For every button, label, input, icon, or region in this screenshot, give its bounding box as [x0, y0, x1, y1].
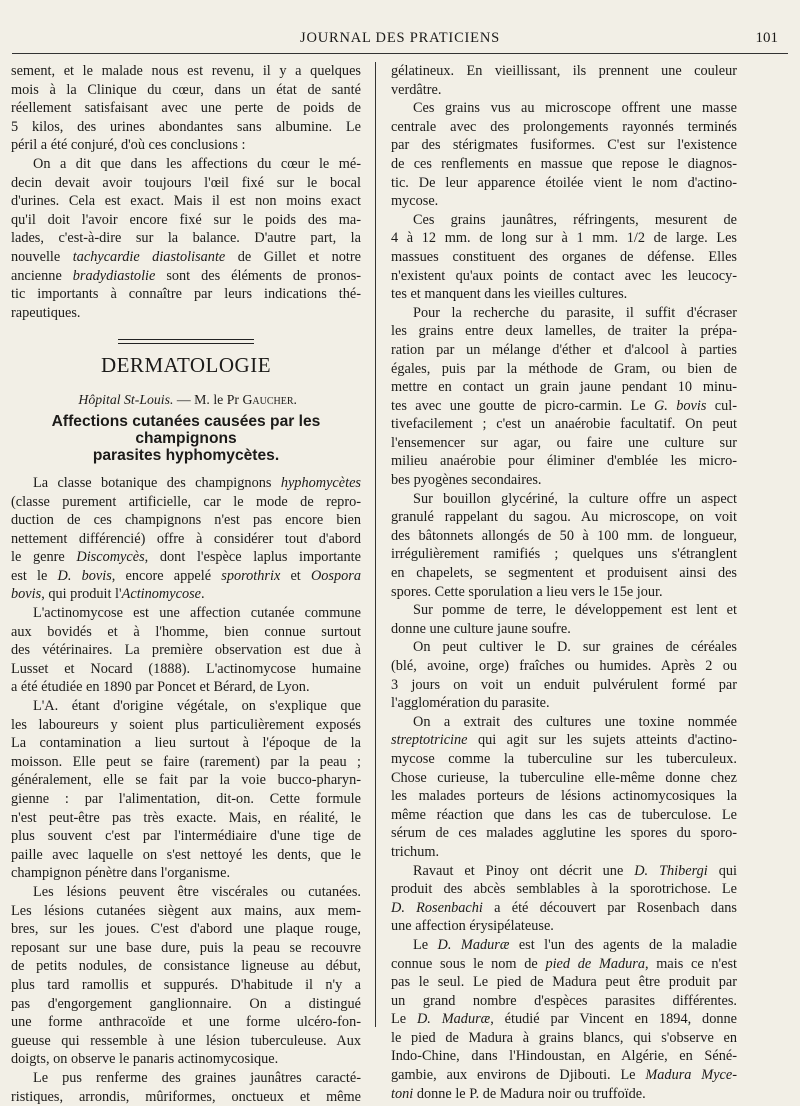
- text-line: trichum.: [391, 843, 737, 862]
- text-line: Indo-Chine, dans l'Hindoustan, en Algérie, en Séné-: [391, 1047, 737, 1066]
- term: D. Rosenbachi: [391, 900, 483, 916]
- column-divider: [375, 62, 376, 1027]
- text-line: ristiques, arrondis, mûriformes, onctueux et même: [11, 1088, 361, 1106]
- text-line: gienne : par l'alimentation, dit-on. Cette formule: [11, 790, 361, 809]
- paragraph: [391, 490, 737, 602]
- text-line: une affection érysipélateuse.: [391, 917, 737, 936]
- text-line: massues constituent des organes de défense. Elles: [391, 248, 737, 267]
- text-line: égales, puis par la méthode de Gram, ou bien de: [391, 360, 737, 379]
- text-line: Sur bouillon glycériné, la culture offre un aspect: [391, 490, 737, 509]
- paragraph: [11, 474, 361, 604]
- byline: [11, 391, 361, 410]
- text-line: On a dit que dans les affections du cœur le mé-: [11, 155, 361, 174]
- text-line: [11, 474, 361, 493]
- text-line: Le pus renferme des graines jaunâtres caracté-: [11, 1069, 361, 1088]
- text-line: decin devait avoir toujours l'œil fixé sur le bocal: [11, 174, 361, 193]
- text-line: mettre en contact un grain jaune pendant 10 minu-: [391, 378, 737, 397]
- text-line: Sur pomme de terre, le développement est lent et: [391, 601, 737, 620]
- conclusion-paragraph: [11, 155, 361, 322]
- paragraph: [11, 697, 361, 883]
- text-line: [391, 731, 737, 750]
- header-rule: [12, 53, 788, 54]
- text-line: tic importants à connaître par leurs indications thé-: [11, 285, 361, 304]
- text-line: ration par un mélange d'éther et d'alcool à parties: [391, 341, 737, 360]
- text-line: des vétérinaires. La première observation est due à: [11, 641, 361, 660]
- text-line: L'A. étant d'origine végétale, on s'explique que: [11, 697, 361, 716]
- text-line: 4 à 12 mm. de long sur à 1 mm. 1/2 de large. Les: [391, 229, 737, 248]
- term: Oospora: [311, 568, 361, 584]
- paragraph: [11, 604, 361, 697]
- text-run: qui: [708, 863, 737, 879]
- text-line: [391, 1066, 737, 1085]
- paragraph: [391, 62, 737, 99]
- text-line: en chapelets, se segmentent et produisent ainsi des: [391, 564, 737, 583]
- text-line: Lusset et Nocard (1888). L'actinomycose humaine: [11, 660, 361, 679]
- text-line: d'urines. Cela est exact. Mais il est non moins exact: [11, 192, 361, 211]
- text-line: [391, 397, 737, 416]
- text-line: nettement différencié) offre à considérer tout d'abord: [11, 530, 361, 549]
- term-tachycardie: tachycardie diastolisante: [73, 249, 226, 265]
- term: D. Maduræ: [438, 937, 510, 953]
- text-line: [11, 567, 361, 586]
- text-line: centrale avec des prolongements rayonnés terminés: [391, 118, 737, 137]
- term: pied de Madura: [545, 956, 645, 972]
- text-run: tes avec une goutte de picro-carmin. Le: [391, 398, 654, 414]
- text-line: plus souvent c'est par l'intermédiaire d'une tige de: [11, 827, 361, 846]
- left-column: [11, 62, 361, 1106]
- text-line: moisson. Elle peut se faire (rarement) par la peau ;: [11, 753, 361, 772]
- text-line: [391, 862, 737, 881]
- term: hyphomycètes: [281, 475, 361, 491]
- text-line: champignon pénètre dans l'organisme.: [11, 864, 361, 883]
- text-line: Les lésions peuvent être viscérales ou cutanées.: [11, 883, 361, 902]
- text-run: est l'un des agents de la maladie: [509, 937, 737, 953]
- text-run: qui agit sur les sujets atteints d'actino-: [468, 732, 737, 748]
- text-run: le genre: [11, 549, 76, 565]
- text-run: ancienne: [11, 268, 73, 284]
- byline-author: Gaucher.: [242, 392, 297, 407]
- text-line: tes et manquent dans les vieilles cultures.: [391, 285, 737, 304]
- byline-place: Hôpital St-Louis.: [78, 392, 173, 407]
- term-bradydiastolie: bradydiastolie: [73, 268, 156, 284]
- text-line: tic. De leur apparence étoilée vient le nom d'actino-: [391, 174, 737, 193]
- text-line: verdâtre.: [391, 81, 737, 100]
- text-run: Le: [391, 1011, 417, 1027]
- text-line: [391, 955, 737, 974]
- term: toni: [391, 1086, 413, 1102]
- article-title-line: Affections cutanées causées par les champignons: [11, 413, 361, 447]
- text-run: Le: [413, 937, 438, 953]
- text-line: [391, 1085, 737, 1104]
- term: Madura Myce-: [645, 1067, 737, 1083]
- text-line: Les lésions cutanées siègent aux mains, aux mem-: [11, 902, 361, 921]
- term: D. bovis: [58, 568, 112, 584]
- text-line: Ces grains vus au microscope offrent une masse: [391, 99, 737, 118]
- text-line: 3 jours on voit un enduit pulvérulent formé par: [391, 676, 737, 695]
- text-run: connue sous le nom de: [391, 956, 545, 972]
- text-line: aux bovidés et à l'homme, bien connue surtout: [11, 623, 361, 642]
- text-line: (blé, avoine, orge) fraîches ou humides. Après 2 ou: [391, 657, 737, 676]
- section-rule: [118, 339, 254, 344]
- text-line: 5 kilos, des urines abondantes sans albumine. Le: [11, 118, 361, 137]
- text-line: une forme anthracoïde et une forme ulcéro-fon-: [11, 1013, 361, 1032]
- term: bovis: [11, 586, 41, 602]
- text-line: duction de ces champignons n'est pas encore bien: [11, 511, 361, 530]
- text-line: réellement satisfaisant avec une perte de poids de: [11, 99, 361, 118]
- text-line: tivefacilement ; c'est un anaérobie facultatif. On peut: [391, 415, 737, 434]
- paragraph: [391, 638, 737, 712]
- text-run: , mais ce n'est: [645, 956, 737, 972]
- text-run: .: [201, 586, 205, 602]
- text-line: généralement, elle se fait par la voie bucco-pharyn-: [11, 771, 361, 790]
- text-line: le pied de Madura à grains blancs, qui s'observe en: [391, 1029, 737, 1048]
- paragraph: [391, 304, 737, 490]
- text-line: paille avec laquelle on s'est nettoyé les dents, que le: [11, 846, 361, 865]
- text-line: [11, 267, 361, 286]
- text-line: par des stérigmates fusiformes. C'est sur l'existence: [391, 136, 737, 155]
- text-line: milieu anaérobie pour éliminer d'emblée les micro-: [391, 452, 737, 471]
- term: Actinomycose: [122, 586, 201, 602]
- text-run: , qui produit l': [41, 586, 121, 602]
- text-line: un grand nombre d'espèces parasites différentes.: [391, 992, 737, 1011]
- text-line: [391, 899, 737, 918]
- term-streptotricine: streptotricine: [391, 732, 468, 748]
- text-line: granulé rappelant du sagou. Au microscope, on voit: [391, 508, 737, 527]
- text-run: , étudié par Vincent en 1894, donne: [490, 1011, 737, 1027]
- text-line: qu'il doit l'avoir encore fixé sur le poids des ma-: [11, 211, 361, 230]
- text-line: péril a été conjuré, d'où ces conclusions :: [11, 136, 361, 155]
- text-line: Chose curieuse, la tuberculine elle-même donne chez: [391, 769, 737, 788]
- text-run: a été découvert par Rosenbach dans: [483, 900, 737, 916]
- text-run: donne le P. de Madura noir ou truffoïde.: [413, 1086, 645, 1102]
- text-line: de ces renflements en massue que repose le diagnos-: [391, 155, 737, 174]
- page-number: 101: [756, 30, 779, 47]
- text-run: La classe botanique des champignons: [33, 475, 281, 491]
- term: D. Maduræ: [417, 1011, 490, 1027]
- byline-sep: — M. le Pr: [173, 392, 242, 407]
- text-run: sont des éléments de pronos-: [155, 268, 361, 284]
- text-line: [391, 1010, 737, 1029]
- text-line: les laboureurs y soient plus particulièrement exposés: [11, 716, 361, 735]
- text-line: mois à la Clinique du cœur, dans un état de santé: [11, 81, 361, 100]
- journal-title: JOURNAL DES PRATICIENS: [12, 30, 788, 47]
- text-line: sérum de ces malades agglutine les spores du sporo-: [391, 824, 737, 843]
- article-title-line: parasites hyphomycètes.: [11, 447, 361, 464]
- text-line: de petits nodules, de consistance ligneuse au début,: [11, 957, 361, 976]
- text-line: rapeutiques.: [11, 304, 361, 323]
- paragraph: [11, 1069, 361, 1106]
- text-line: des bâtonnets allongés de 50 à 100 mm. de longueur,: [391, 527, 737, 546]
- article-title: [11, 413, 361, 464]
- paragraph: [11, 883, 361, 1069]
- intro-paragraph: [11, 62, 361, 155]
- paragraph: [391, 211, 737, 304]
- text-line: donne une culture jaune soufre.: [391, 620, 737, 639]
- text-run: de Gillet et notre: [225, 249, 361, 265]
- text-line: n'est peut-être pas très exacte. Mais, en réalité, le: [11, 809, 361, 828]
- text-line: les grains entre deux lamelles, de traiter la prépa-: [391, 322, 737, 341]
- paragraph: [391, 713, 737, 862]
- text-line: On a extrait des cultures une toxine nommée: [391, 713, 737, 732]
- paragraph: [391, 99, 737, 211]
- text-line: On peut cultiver le D. sur graines de céréales: [391, 638, 737, 657]
- term: G. bovis: [654, 398, 706, 414]
- text-line: n'existent qu'aux points de contact avec les leucocy-: [391, 267, 737, 286]
- text-line: mycose comme la tuberculine sur les tuberculeux.: [391, 750, 737, 769]
- text-run: , dont l'espèce laplus importante: [145, 549, 361, 565]
- text-run: nouvelle: [11, 249, 73, 265]
- page-header: [12, 24, 788, 54]
- term: Discomycès: [76, 549, 144, 565]
- term: D. Thibergi: [634, 863, 708, 879]
- text-line: l'agglomération du parasite.: [391, 694, 737, 713]
- text-line: plus tard ramollis et suppurés. D'habitude il n'y a: [11, 976, 361, 995]
- text-line: l'ensemencer sur agar, ou faire une culture sur: [391, 434, 737, 453]
- text-line: pas d'engorgement ganglionnaire. On a distingué: [11, 995, 361, 1014]
- text-line: doigts, on observe le panaris actinomycosique.: [11, 1050, 361, 1069]
- text-run: , encore appelé: [112, 568, 221, 584]
- text-run: est le: [11, 568, 58, 584]
- text-line: mycose.: [391, 192, 737, 211]
- text-line: L'actinomycose est une affection cutanée commune: [11, 604, 361, 623]
- text-line: les malades porteurs de lésions actinomycosiques la: [391, 787, 737, 806]
- text-line: [11, 548, 361, 567]
- text-line: sement, et le malade nous est revenu, il y a quelques: [11, 62, 361, 81]
- text-line: [11, 248, 361, 267]
- text-line: La contamination a lieu surtout à l'époque de la: [11, 734, 361, 753]
- text-line: Pour la recherche du parasite, il suffit d'écraser: [391, 304, 737, 323]
- section-title: DERMATOLOGIE: [11, 353, 361, 377]
- text-line: [391, 936, 737, 955]
- paragraph: [391, 862, 737, 936]
- text-line: produit des abcès semblables à la sporotrichose. Le: [391, 880, 737, 899]
- text-line: (classe purement artificielle, car le mode de repro-: [11, 493, 361, 512]
- text-line: gueuse qui ressemble à une lésion tuberculeuse. Aux: [11, 1032, 361, 1051]
- text-line: a été étudiée en 1890 par Poncet et Bérard, de Lyon.: [11, 678, 361, 697]
- text-run: Ravaut et Pinoy ont décrit une: [413, 863, 634, 879]
- text-line: lades, c'est-à-dire sur la balance. D'autre part, la: [11, 229, 361, 248]
- paragraph: [391, 601, 737, 638]
- text-line: [11, 585, 361, 604]
- text-line: Ces grains jaunâtres, réfringents, mesurent de: [391, 211, 737, 230]
- text-line: gélatineux. En vieillissant, ils prennent une couleur: [391, 62, 737, 81]
- text-line: irrégulièrement ramifiés ; quelques uns s'étranglent: [391, 545, 737, 564]
- right-column: [391, 62, 737, 1103]
- text-line: pas le seul. Le pied de Madura peut être produit par: [391, 973, 737, 992]
- text-run: et: [280, 568, 311, 584]
- paragraph: [391, 936, 737, 1103]
- text-line: bres, sur les joues. C'est d'abord une plaque rouge,: [11, 920, 361, 939]
- text-run: gambie, aux environs de Djibouti. Le: [391, 1067, 645, 1083]
- text-line: reposant sur une base dure, puis la peau se recouvre: [11, 939, 361, 958]
- text-line: même réaction que dans les cas de tuberculose. Le: [391, 806, 737, 825]
- term: sporothrix: [221, 568, 280, 584]
- text-line: spores. Cette sporulation a lieu vers le 15e jour.: [391, 583, 737, 602]
- text-line: bes pyogènes secondaires.: [391, 471, 737, 490]
- text-run: cul-: [706, 398, 737, 414]
